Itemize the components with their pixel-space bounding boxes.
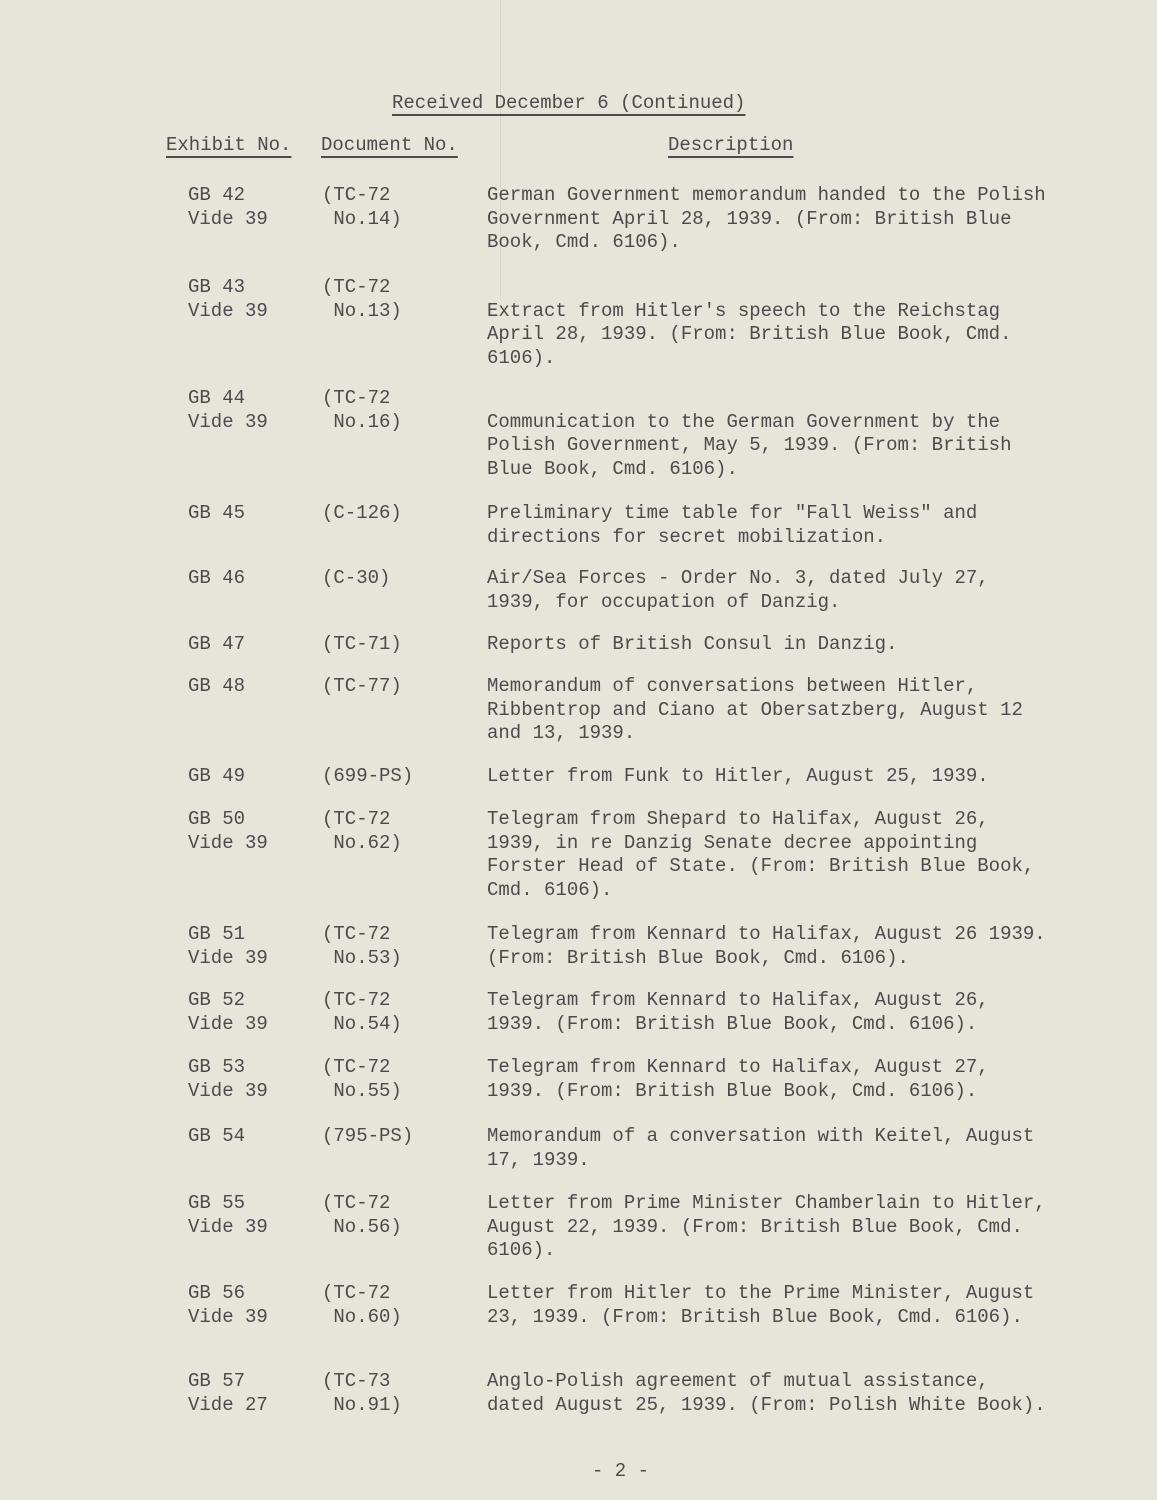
description: Letter from Prime Minister Chamberlain to Hitler, August 22, 1939. (From: British Blue Book, Cmd. 6106). — [487, 1192, 1046, 1261]
document-number: (TC-73 No.91) — [322, 1370, 402, 1416]
header-document: Document No. — [321, 134, 458, 156]
document-number: (699-PS) — [322, 765, 414, 787]
description: Preliminary time table for "Fall Weiss" and directions for secret mobilization. — [487, 502, 978, 548]
description: Reports of British Consul in Danzig. — [487, 633, 898, 655]
exhibit-number: GB 50 Vide 39 — [188, 808, 268, 854]
exhibit-number: GB 55 Vide 39 — [188, 1192, 268, 1238]
exhibit-number: GB 53 Vide 39 — [188, 1056, 268, 1102]
document-number: (TC-77) — [322, 675, 402, 697]
exhibit-number: GB 54 — [188, 1125, 246, 1147]
exhibit-number: GB 45 — [188, 502, 246, 524]
exhibit-number: GB 51 Vide 39 — [188, 923, 268, 969]
header-description: Description — [668, 134, 794, 156]
exhibit-number: GB 44 Vide 39 — [188, 387, 268, 433]
page-number: - 2 - — [592, 1460, 650, 1482]
document-number: (TC-72 No.55) — [322, 1056, 402, 1102]
exhibit-number: GB 49 — [188, 765, 246, 787]
document-number: (TC-72 No.54) — [322, 989, 402, 1035]
description: Telegram from Kennard to Halifax, August 26, 1939. (From: British Blue Book, Cmd. 6106). — [487, 989, 989, 1035]
document-number: (TC-72 No.13) — [322, 276, 402, 322]
description: Communication to the German Government by the Polish Government, May 5, 1939. (From: British Blue Book, Cmd. 6106). — [487, 410, 1012, 480]
description: Letter from Funk to Hitler, August 25, 1939. — [487, 765, 989, 787]
description: Telegram from Kennard to Halifax, August 26 1939. (From: British Blue Book, Cmd. 6106). — [487, 923, 1046, 969]
description: Telegram from Kennard to Halifax, August 27, 1939. (From: British Blue Book, Cmd. 6106). — [487, 1056, 989, 1102]
exhibit-number: GB 42 Vide 39 — [188, 184, 268, 230]
description: Air/Sea Forces - Order No. 3, dated July 27, 1939, for occupation of Danzig. — [487, 567, 989, 613]
exhibit-number: GB 46 — [188, 567, 246, 589]
page-title: Received December 6 (Continued) — [392, 92, 746, 114]
exhibit-number: GB 52 Vide 39 — [188, 989, 268, 1035]
document-number: (795-PS) — [322, 1125, 414, 1147]
description: Extract from Hitler's speech to the Reichstag April 28, 1939. (From: British Blue Book, Cmd. 6106). — [487, 299, 1012, 369]
document-number: (TC-72 No.14) — [322, 184, 402, 230]
description: German Government memorandum handed to the Polish Government April 28, 1939. (From: British Blue Book, Cmd. 6106). — [487, 184, 1046, 253]
document-number: (TC-72 No.56) — [322, 1192, 402, 1238]
document-number: (C-126) — [322, 502, 402, 524]
document-number: (TC-72 No.62) — [322, 808, 402, 854]
document-number: (TC-72 No.60) — [322, 1282, 402, 1328]
paper-fold — [500, 0, 501, 300]
document-number: (C-30) — [322, 567, 391, 589]
exhibit-number: GB 48 — [188, 675, 246, 697]
description: Memorandum of conversations between Hitler, Ribbentrop and Ciano at Obersatzberg, August 12 and 13, 1939. — [487, 675, 1023, 744]
header-exhibit: Exhibit No. — [166, 134, 292, 156]
exhibit-number: GB 47 — [188, 633, 246, 655]
document-number: (TC-71) — [322, 633, 402, 655]
document-number: (TC-72 No.16) — [322, 387, 402, 433]
description: Telegram from Shepard to Halifax, August 26, 1939, in re Danzig Senate decree appointing Forster Head of State. (From: British Blue Book, Cmd. 6106). — [487, 808, 1035, 901]
description: Memorandum of a conversation with Keitel, August 17, 1939. — [487, 1125, 1035, 1171]
exhibit-number: GB 43 Vide 39 — [188, 276, 268, 322]
exhibit-number: GB 57 Vide 27 — [188, 1370, 268, 1416]
exhibit-number: GB 56 Vide 39 — [188, 1282, 268, 1328]
description: Anglo-Polish agreement of mutual assistance, dated August 25, 1939. (From: Polish White Book). — [487, 1370, 1046, 1416]
description: Letter from Hitler to the Prime Minister, August 23, 1939. (From: British Blue Book, Cmd. 6106). — [487, 1282, 1035, 1328]
document-number: (TC-72 No.53) — [322, 923, 402, 969]
